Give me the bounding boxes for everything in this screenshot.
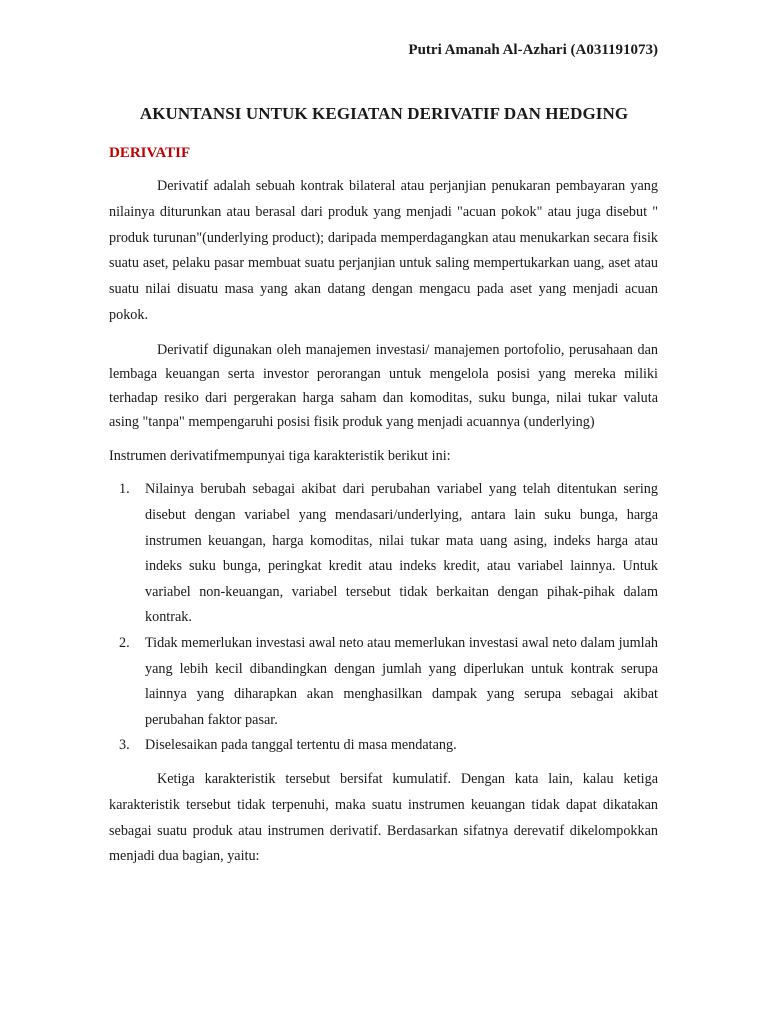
paragraph-closing: Ketiga karakteristik tersebut bersifat kumulatif. Dengan kata lain, kalau ketiga karakteristik tersebut tidak terpenuhi, maka suatu instrumen keuangan tidak dapat dikatakan sebagai suatu produk atau instrumen derivatif. Berdasarkan sifatnya derevatif dikelompokkan menjadi dua bagian, yaitu: — [109, 770, 658, 865]
section-heading-derivatif: DERIVATIF — [109, 145, 191, 161]
list-item — [109, 477, 658, 631]
list-item-number: 3. — [119, 737, 130, 754]
characteristics-list — [109, 477, 658, 759]
paragraph-usage: Derivatif digunakan oleh manajemen investasi/ manajemen portofolio, perusahaan dan lembaga keuangan serta investor perorangan untuk mengelola posisi yang mereka miliki terhadap resiko dari pergerakan harga saham dan komoditas, suku bunga, nilai tukar valuta asing "tanpa" mempengaruhi posisi fisik produk yang menjadi acuannya (underlying) — [109, 341, 658, 431]
author-header: Putri Amanah Al-Azhari (A031191073) — [408, 42, 658, 58]
list-item — [109, 631, 658, 733]
list-item-text: Nilainya berubah sebagai akibat dari perubahan variabel yang telah ditentukan sering disebut dengan variabel yang mendasari/underlying, antara lain suku bunga, harga instrumen keuangan, harga komoditas, nilai tukar mata uang asing, indeks harga atau indeks suku bunga, peringkat kredit atau indeks kredit, atau variabel lainnya. Untuk variabel non-keuangan, variabel tersebut tidak berkaitan dengan pihak-pihak dalam kontrak. — [145, 481, 658, 626]
list-intro: Instrumen derivatifmempunyai tiga karakteristik berikut ini: — [109, 447, 451, 464]
list-item-number: 1. — [119, 481, 130, 498]
list-item-text: Diselesaikan pada tanggal tertentu di masa mendatang. — [145, 737, 457, 754]
list-item — [109, 733, 658, 759]
document-title: AKUNTANSI UNTUK KEGIATAN DERIVATIF DAN HEDGING — [139, 104, 629, 123]
list-item-number: 2. — [119, 634, 130, 651]
paragraph-definition: Derivatif adalah sebuah kontrak bilateral atau perjanjian penukaran pembayaran yang nilainya diturunkan atau berasal dari produk yang menjadi "acuan pokok" atau juga disebut " produk turunan"(underlying product); daripada memperdagangkan atau menukarkan secara fisik suatu aset, pelaku pasar membuat suatu perjanjian untuk saling mempertukarkan uang, aset atau suatu nilai disuatu masa yang akan datang dengan mengacu pada aset yang menjadi acuan pokok. — [109, 178, 658, 323]
body-text — [109, 174, 658, 879]
list-item-text: Tidak memerlukan investasi awal neto atau memerlukan investasi awal neto dalam jumlah yang lebih kecil dibandingkan dengan jumlah yang diperlukan untuk kontrak serupa lainnya yang diharapkan akan menghasilkan dampak yang serupa sebagai akibat perubahan faktor pasar. — [145, 634, 658, 728]
